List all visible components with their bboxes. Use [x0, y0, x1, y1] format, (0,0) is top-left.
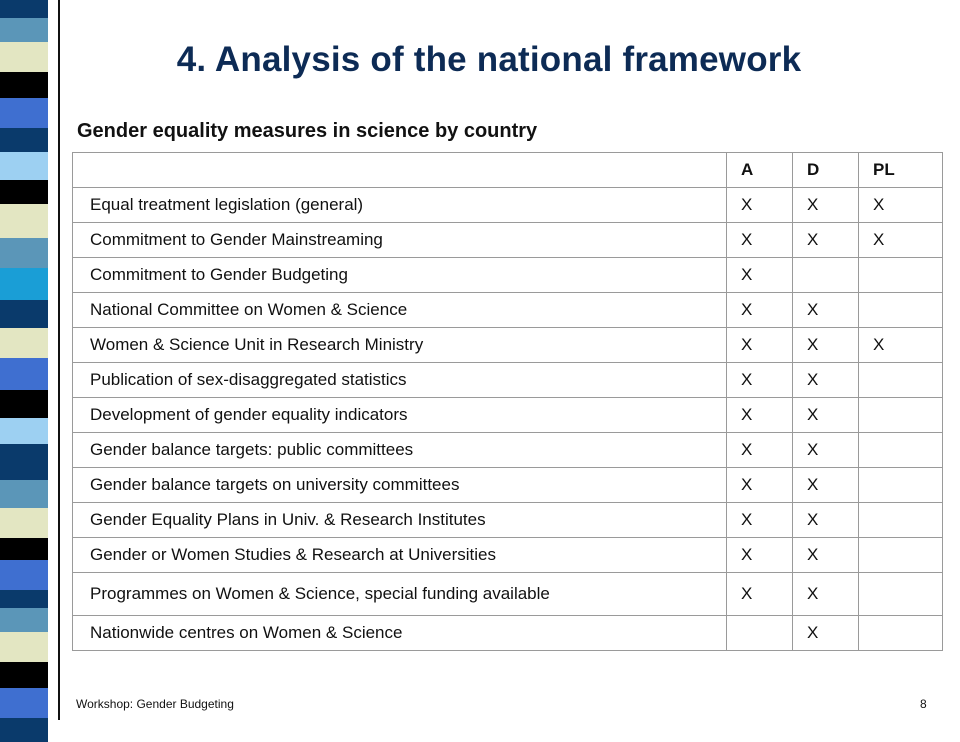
mark-cell-pl — [859, 468, 943, 503]
mark-cell-d: X — [793, 468, 859, 503]
slide-title: 4. Analysis of the national framework — [176, 40, 802, 79]
mark-cell-d: X — [793, 188, 859, 223]
measures-table — [72, 152, 943, 651]
measure-label: Equal treatment legislation (general) — [73, 188, 727, 223]
mark-cell-pl — [859, 433, 943, 468]
table-row — [73, 363, 943, 398]
measure-label: Gender or Women Studies & Research at Universities — [73, 538, 727, 573]
header-cell-measure — [73, 153, 727, 188]
header-cell-country-d: D — [793, 153, 859, 188]
measure-label: Women & Science Unit in Research Ministry — [73, 328, 727, 363]
table-row — [73, 616, 943, 651]
mark-cell-a: X — [727, 188, 793, 223]
footer-workshop-label: Workshop: Gender Budgeting — [76, 697, 234, 711]
measure-label: Development of gender equality indicators — [73, 398, 727, 433]
stripe-block — [0, 662, 48, 688]
mark-cell-d: X — [793, 223, 859, 258]
mark-cell-pl — [859, 398, 943, 433]
mark-cell-a: X — [727, 258, 793, 293]
stripe-block — [0, 688, 48, 718]
table-row — [73, 293, 943, 328]
mark-cell-pl — [859, 258, 943, 293]
mark-cell-d: X — [793, 616, 859, 651]
mark-cell-d: X — [793, 573, 859, 616]
vertical-divider-line — [58, 0, 60, 720]
table-row — [73, 328, 943, 363]
measure-label: Commitment to Gender Budgeting — [73, 258, 727, 293]
mark-cell-d: X — [793, 293, 859, 328]
mark-cell-a: X — [727, 538, 793, 573]
measure-label: Gender balance targets on university committees — [73, 468, 727, 503]
mark-cell-d: X — [793, 433, 859, 468]
mark-cell-a — [727, 616, 793, 651]
table-row — [73, 503, 943, 538]
mark-cell-pl — [859, 363, 943, 398]
header-cell-country-a: A — [727, 153, 793, 188]
stripe-block — [0, 560, 48, 590]
stripe-block — [0, 418, 48, 444]
table-row — [73, 258, 943, 293]
stripe-block — [0, 632, 48, 662]
measure-label: Commitment to Gender Mainstreaming — [73, 223, 727, 258]
stripe-block — [0, 18, 48, 42]
stripe-block — [0, 300, 48, 328]
mark-cell-pl: X — [859, 188, 943, 223]
stripe-block — [0, 204, 48, 238]
stripe-block — [0, 0, 48, 18]
table-row — [73, 188, 943, 223]
mark-cell-pl — [859, 503, 943, 538]
table-row — [73, 573, 943, 616]
stripe-block — [0, 328, 48, 358]
stripe-block — [0, 98, 48, 128]
mark-cell-a: X — [727, 398, 793, 433]
stripe-block — [0, 590, 48, 608]
mark-cell-a: X — [727, 573, 793, 616]
stripe-block — [0, 358, 48, 390]
table-row — [73, 538, 943, 573]
table-row — [73, 223, 943, 258]
mark-cell-a: X — [727, 223, 793, 258]
measure-label: Programmes on Women & Science, special funding available — [73, 573, 727, 616]
table-row — [73, 433, 943, 468]
mark-cell-a: X — [727, 433, 793, 468]
mark-cell-pl — [859, 293, 943, 328]
measure-label: National Committee on Women & Science — [73, 293, 727, 328]
mark-cell-pl — [859, 616, 943, 651]
page-number: 8 — [920, 697, 927, 711]
stripe-block — [0, 480, 48, 508]
stripe-block — [0, 444, 48, 480]
mark-cell-pl — [859, 538, 943, 573]
stripe-block — [0, 152, 48, 180]
stripe-block — [0, 180, 48, 204]
mark-cell-a: X — [727, 503, 793, 538]
mark-cell-d: X — [793, 328, 859, 363]
stripe-block — [0, 238, 48, 268]
mark-cell-d: X — [793, 503, 859, 538]
stripe-block — [0, 538, 48, 560]
mark-cell-pl: X — [859, 328, 943, 363]
mark-cell-d: X — [793, 398, 859, 433]
stripe-block — [0, 390, 48, 418]
measure-label: Gender balance targets: public committees — [73, 433, 727, 468]
mark-cell-a: X — [727, 363, 793, 398]
measure-label: Nationwide centres on Women & Science — [73, 616, 727, 651]
table-row — [73, 468, 943, 503]
measure-label: Publication of sex-disaggregated statistics — [73, 363, 727, 398]
mark-cell-a: X — [727, 328, 793, 363]
stripe-block — [0, 608, 48, 632]
stripe-block — [0, 508, 48, 538]
stripe-block — [0, 268, 48, 300]
measure-label: Gender Equality Plans in Univ. & Research Institutes — [73, 503, 727, 538]
header-cell-country-pl: PL — [859, 153, 943, 188]
table-caption: Gender equality measures in science by country — [77, 120, 538, 142]
table-header-row — [73, 153, 943, 188]
decorative-color-stripe — [0, 0, 48, 720]
table-row — [73, 398, 943, 433]
mark-cell-d: X — [793, 363, 859, 398]
mark-cell-a: X — [727, 468, 793, 503]
stripe-block — [0, 128, 48, 152]
mark-cell-pl: X — [859, 223, 943, 258]
mark-cell-pl — [859, 573, 943, 616]
mark-cell-d — [793, 258, 859, 293]
stripe-block — [0, 718, 48, 742]
mark-cell-a: X — [727, 293, 793, 328]
mark-cell-d: X — [793, 538, 859, 573]
